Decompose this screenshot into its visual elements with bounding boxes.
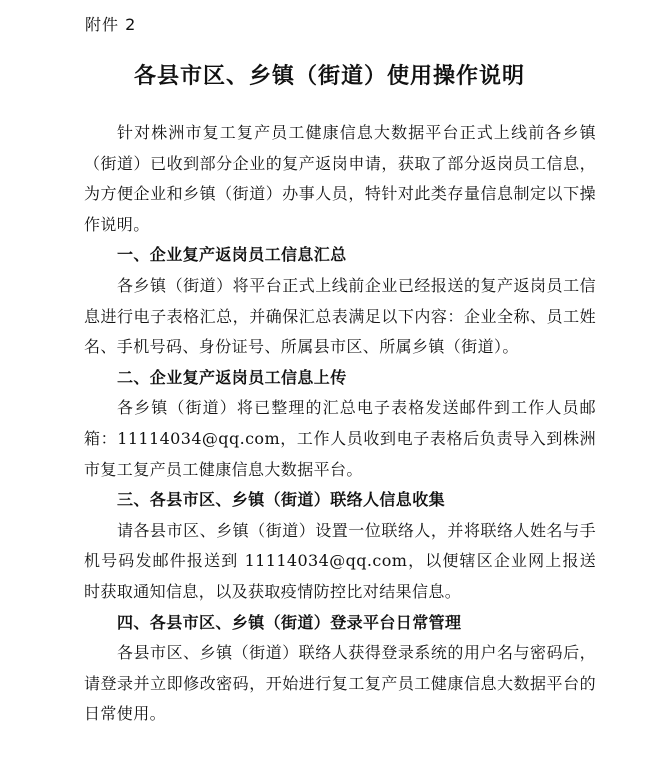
document-title: 各县市区、乡镇（街道）使用操作说明 — [133, 64, 525, 89]
section-4-body: 各县市区、乡镇（街道）联络人获得登录系统的用户名与密码后，请登录并立即修改密码，开始进行复工复产员工健康信息大数据平台的日常使用。 — [84, 643, 596, 724]
section-1-heading: 一、企业复产返岗员工信息汇总 — [117, 245, 347, 265]
section-3-body: 请各县市区、乡镇（街道）设置一位联络人，并将联络人姓名与手机号码发邮件报送到 11114034@qq.com，以便辖区企业网上报送时获取通知信息，以及获取疫情防控比对结果信息。 — [84, 520, 596, 601]
section-3-heading: 三、各县市区、乡镇（街道）联络人信息收集 — [117, 490, 446, 510]
document-body — [84, 118, 596, 730]
section-4-heading: 四、各县市区、乡镇（街道）登录平台日常管理 — [117, 612, 462, 632]
intro-paragraph: 针对株洲市复工复产员工健康信息大数据平台正式上线前各乡镇（街道）已收到部分企业的复产返岗申请，获取了部分返岗员工信息，为方便企业和乡镇（街道）办事人员，特针对此类存量信息制定以下操作说明。 — [84, 123, 596, 234]
section-2-heading: 二、企业复产返岗员工信息上传 — [117, 367, 347, 387]
section-2-body: 各乡镇（街道）将已整理的汇总电子表格发送邮件到工作人员邮箱：11114034@qq.com，工作人员收到电子表格后负责导入到株洲市复工复产员工健康信息大数据平台。 — [84, 398, 596, 479]
attachment-label: 附件 2 — [85, 15, 137, 34]
section-1-body: 各乡镇（街道）将平台正式上线前企业已经报送的复产返岗员工信息进行电子表格汇总，并确保汇总表满足以下内容：企业全称、员工姓名、手机号码、身份证号、所属县市区、所属乡镇（街道）。 — [84, 275, 596, 357]
